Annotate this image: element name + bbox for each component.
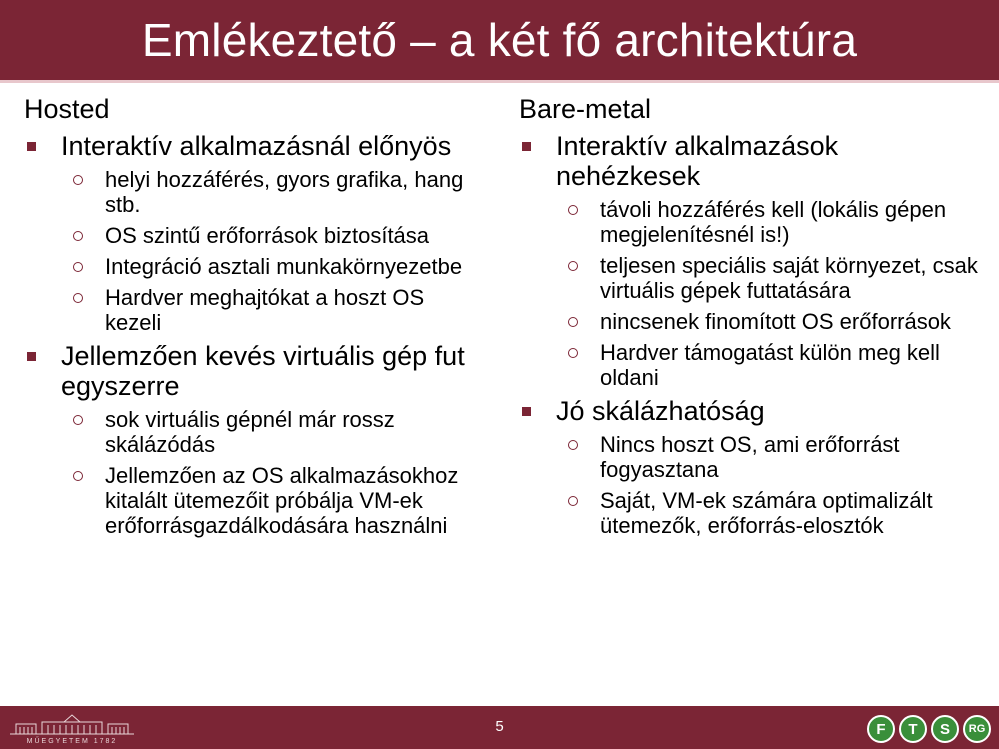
bullet-text: Jó skálázhatóság [556, 396, 765, 426]
circle-bullet-icon [73, 175, 83, 185]
right-bullet-1 [519, 131, 979, 191]
left-sub-1-1 [24, 167, 484, 217]
sub-bullet-text: Hardver támogatást külön meg kell oldani [600, 340, 940, 390]
sub-bullet-text: Hardver meghajtókat a hoszt OS kezeli [105, 285, 425, 335]
right-bullet-2 [519, 396, 979, 426]
right-sub-1-1 [519, 197, 979, 247]
sub-bullet-text: Integráció asztali munkakörnyezetbe [105, 254, 463, 279]
circle-bullet-icon [73, 415, 83, 425]
right-sub-1-3 [519, 309, 979, 334]
sub-bullet-text: OS szintű erőforrások biztosítása [105, 223, 430, 248]
circle-bullet-icon [73, 471, 83, 481]
circle-bullet-icon [568, 440, 578, 450]
left-bullet-1 [24, 131, 484, 161]
left-sub-2-1 [24, 407, 484, 457]
right-column [519, 93, 979, 544]
sub-bullet-text: Saját, VM-ek számára optimalizált ütemezők, erőforrás-elosztók [600, 488, 933, 538]
page-number: 5 [495, 718, 504, 735]
dept-logo-f-icon: F [867, 715, 895, 743]
title-bar [0, 0, 999, 80]
circle-bullet-icon [568, 496, 578, 506]
sub-bullet-text: nincsenek finomított OS erőforrások [600, 309, 951, 334]
left-sub-1-2 [24, 223, 484, 248]
left-bullet-2 [24, 341, 484, 401]
sub-bullet-text: távoli hozzáférés kell (lokális gépen megjelenítésnél is!) [600, 197, 947, 247]
circle-bullet-icon [73, 231, 83, 241]
square-bullet-icon [27, 352, 36, 361]
circle-bullet-icon [568, 317, 578, 327]
slide-title: Emlékeztető – a két fő architektúra [141, 14, 858, 66]
sub-bullet-text: helyi hozzáférés, gyors grafika, hang stb. [105, 167, 464, 217]
sub-bullet-text: sok virtuális gépnél már rossz skálázódás [105, 407, 395, 457]
sub-bullet-text: teljesen speciális saját környezet, csak virtuális gépek futtatására [600, 253, 978, 303]
dept-logo-t-icon: T [899, 715, 927, 743]
circle-bullet-icon [73, 262, 83, 272]
circle-bullet-icon [568, 348, 578, 358]
department-logos [867, 712, 991, 746]
right-sub-2-1 [519, 432, 979, 482]
square-bullet-icon [522, 407, 531, 416]
footer-bar [0, 706, 999, 749]
circle-bullet-icon [73, 293, 83, 303]
circle-bullet-icon [568, 261, 578, 271]
dept-logo-s-icon: S [931, 715, 959, 743]
left-sub-1-3 [24, 254, 484, 279]
right-sub-1-4 [519, 340, 979, 390]
university-logo-text: MŰEGYETEM 1782 [26, 738, 118, 745]
bullet-text: Jellemzően kevés virtuális gép fut egyszerre [61, 341, 465, 401]
right-sub-2-2 [519, 488, 979, 538]
right-sub-1-2 [519, 253, 979, 303]
left-sub-1-4 [24, 285, 484, 335]
bullet-text: Interaktív alkalmazásnál előnyös [61, 131, 452, 161]
right-heading: Bare-metal [519, 94, 652, 124]
dept-logo-rg-icon: RG [963, 715, 991, 743]
square-bullet-icon [27, 142, 36, 151]
sub-bullet-text: Jellemzően az OS alkalmazásokhoz kitalált ütemezőit próbálja VM-ek erőforrásgazdálkodására használni [105, 463, 459, 538]
circle-bullet-icon [568, 205, 578, 215]
sub-bullet-text: Nincs hoszt OS, ami erőforrást fogyasztana [600, 432, 900, 482]
title-divider [0, 80, 999, 83]
left-sub-2-2 [24, 463, 484, 538]
bullet-text: Interaktív alkalmazások nehézkesek [556, 131, 839, 191]
left-column [24, 93, 484, 544]
square-bullet-icon [522, 142, 531, 151]
left-heading: Hosted [24, 94, 110, 124]
